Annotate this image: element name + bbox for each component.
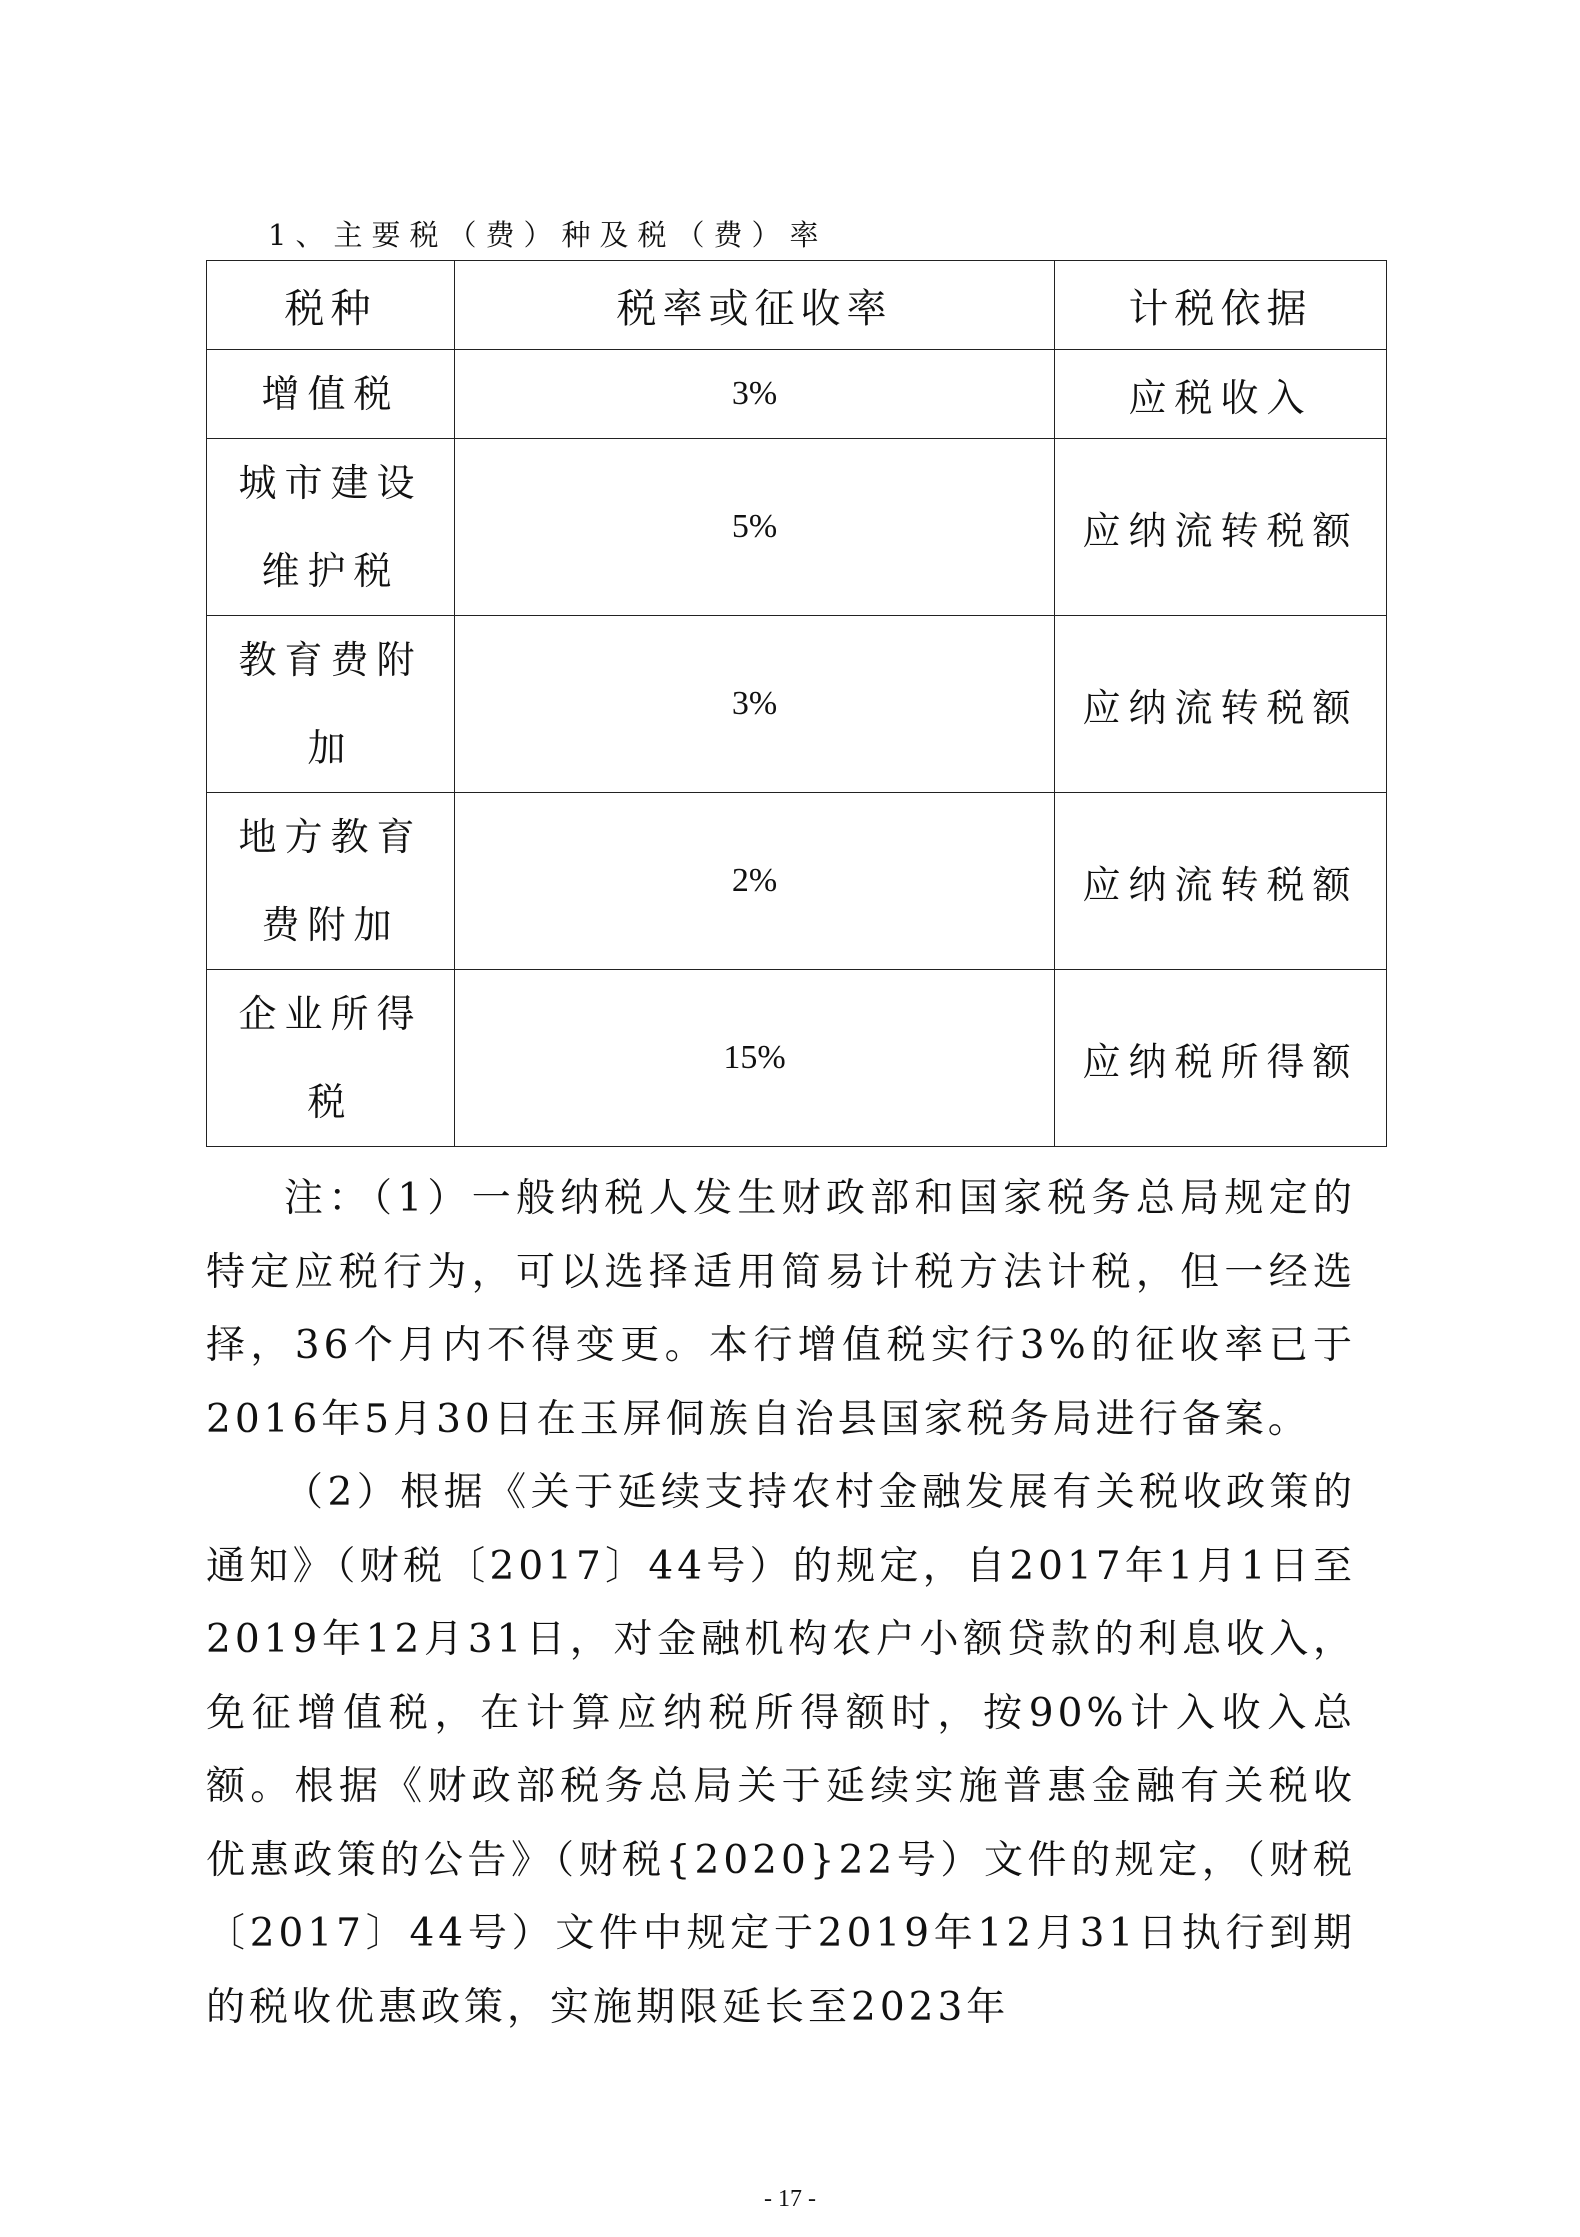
cell-basis: 应纳税所得额 [1055,970,1387,1147]
header-tax-type: 税种 [207,261,455,350]
note-paragraph: （2）根据《关于延续支持农村金融发展有关税收政策的通知》（财税〔2017〕44号）的规定，自2017年1月1日至2019年12月31日，对金融机构农户小额贷款的利息收入，免征增值税，在计算应纳税所得额时，按90%计入收入总额。根据《财政部税务总局关于延续实施普惠金融有关税收优惠政策的公告》（财税{2020}22号）文件的规定，（财税〔2017〕44号）文件中规定于2019年12月31日执行到期的税收优惠政策，实施期限延长至2023年 [206,1470,1356,2030]
cell-rate: 2% [455,793,1055,970]
cell-tax-type: 城市建设维护税 [207,439,455,616]
cell-basis: 应税收入 [1055,350,1387,439]
cell-tax-type: 增值税 [207,350,455,439]
notes-section [206,1162,1356,2044]
tax-rate-table [206,260,1387,1147]
note-paragraph: 注：（1）一般纳税人发生财政部和国家税务总局规定的特定应税行为，可以选择适用简易计税方法计税，但一经选择，36个月内不得变更。本行增值税实行3%的征收率已于2016年5月30日在玉屏侗族自治县国家税务局进行备案。 [206,1176,1356,1442]
table-row [207,350,1387,439]
cell-rate: 5% [455,439,1055,616]
cell-tax-type: 地方教育费附加 [207,793,455,970]
header-basis: 计税依据 [1055,261,1387,350]
cell-rate: 3% [455,616,1055,793]
cell-rate: 3% [455,350,1055,439]
table-header-row [207,261,1387,350]
table-row [207,793,1387,970]
header-rate: 税率或征收率 [455,261,1055,350]
page-number: - 17 - [764,2186,816,2212]
table-row [207,439,1387,616]
cell-rate: 15% [455,970,1055,1147]
table-row [207,970,1387,1147]
table-row [207,616,1387,793]
cell-tax-type: 企业所得税 [207,970,455,1147]
cell-basis: 应纳流转税额 [1055,616,1387,793]
cell-basis: 应纳流转税额 [1055,439,1387,616]
cell-basis: 应纳流转税额 [1055,793,1387,970]
section-title: 1、主要税（费）种及税（费）率 [268,218,828,252]
cell-tax-type: 教育费附加 [207,616,455,793]
